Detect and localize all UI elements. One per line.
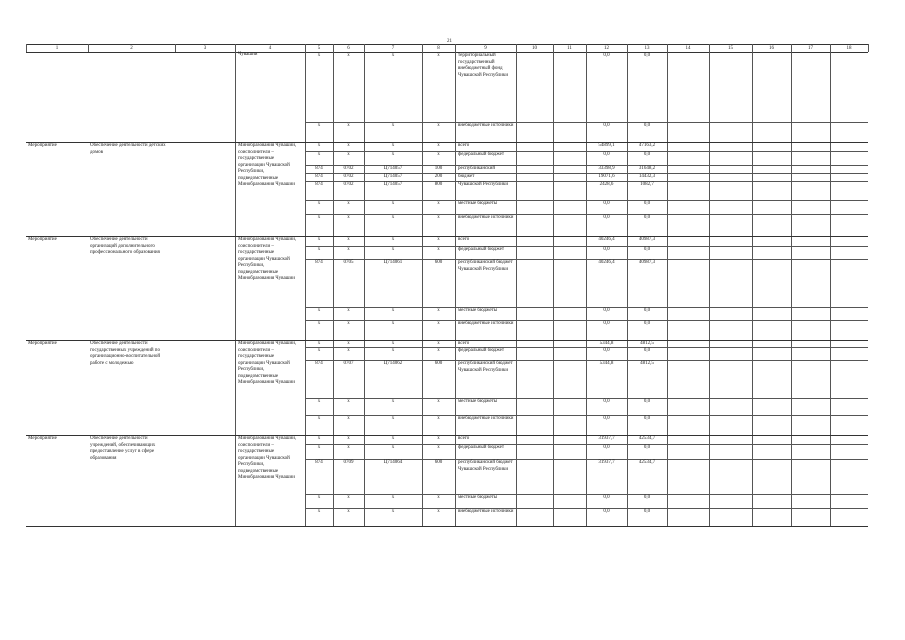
cell-c5: 874	[315, 460, 323, 465]
cell-c6: 0707	[343, 361, 354, 366]
cell-c7: x	[391, 215, 395, 220]
cell-c5: x	[317, 53, 321, 58]
cell-c7: x	[391, 201, 395, 206]
activity-name: Обеспечение деятельности государственных учреждений по организационно-воспитательной работе с молодежью	[90, 341, 161, 366]
cell-c13: 0,0	[643, 123, 651, 128]
cell-source: местные бюджеты	[458, 201, 498, 206]
executor-tail: Чувашии	[238, 52, 258, 57]
cell-c7: x	[391, 495, 395, 500]
cell-c7: x	[391, 436, 395, 441]
cell-c7: x	[391, 53, 395, 58]
header-rule	[553, 44, 554, 52]
cell-c8: x	[437, 321, 440, 326]
cell-c8: 600	[434, 361, 443, 366]
cell-c7: x	[391, 321, 395, 326]
header-cell-16: 16	[769, 46, 774, 51]
cell-c6: x	[347, 348, 350, 353]
cell-c5: x	[317, 237, 321, 242]
cell-source: Чувашской Республики	[458, 182, 509, 187]
block-rule	[26, 526, 868, 527]
cell-c6: x	[347, 399, 350, 404]
header-cell-1: 1	[55, 46, 59, 51]
cell-c5: x	[317, 308, 321, 313]
header-rule	[455, 44, 456, 52]
cell-c6: 0702	[343, 182, 354, 187]
cell-c13: 1082,7	[640, 182, 654, 187]
cell-source: республиканский бюджет Чувашской Республики	[458, 260, 513, 272]
header-cell-2: 2	[130, 46, 133, 51]
cell-c5: 874	[315, 361, 323, 366]
cell-c8: 100	[434, 166, 443, 171]
activity-type: Мероприятие	[28, 436, 57, 441]
cell-c8: x	[437, 143, 440, 148]
cell-source: федеральный бюджет	[458, 445, 505, 450]
cell-c13: 40987,3	[638, 237, 656, 242]
activity-type: Мероприятие	[28, 341, 57, 346]
activity-executor: Минобразования Чувашии, соисполнители – государственные организации Чувашской Республики, подведомственные Минобразования Чувашии	[238, 436, 297, 480]
header-rule	[586, 44, 587, 52]
column-rule	[235, 51, 236, 526]
cell-c13: 0,0	[643, 509, 651, 514]
cell-c7: Ц714061	[383, 260, 403, 265]
cell-c6: 0702	[343, 166, 354, 171]
cell-c7: x	[391, 341, 395, 346]
cell-source: внебюджетные источники	[458, 215, 514, 220]
cell-c12: 0,0	[603, 445, 610, 450]
cell-c13: 0,0	[643, 399, 651, 404]
cell-source: внебюджетные источники	[458, 321, 514, 326]
cell-c12: 0,0	[603, 308, 610, 313]
cell-c13: 0,0	[643, 53, 651, 58]
cell-c8: 600	[434, 260, 443, 265]
header-cell-10: 10	[532, 46, 537, 51]
cell-source: всего	[458, 237, 470, 242]
cell-c7: x	[391, 399, 395, 404]
cell-c6: x	[347, 123, 350, 128]
cell-c6: x	[347, 152, 350, 157]
cell-c6: 0709	[343, 460, 354, 465]
cell-c8: x	[437, 509, 440, 514]
cell-c5: 874	[315, 260, 323, 265]
cell-c8: x	[437, 348, 440, 353]
activity-name: Обеспечение деятельности детских домов	[90, 143, 166, 155]
cell-c12: 54899,1	[598, 143, 615, 148]
cell-c6: x	[347, 509, 350, 514]
cell-source: внебюджетные источники	[458, 509, 514, 514]
cell-c7: x	[391, 247, 395, 252]
cell-c5: x	[317, 123, 321, 128]
cell-c8: x	[437, 123, 440, 128]
cell-c5: x	[317, 436, 321, 441]
cell-c8: x	[437, 201, 440, 206]
cell-source: федеральный бюджет	[458, 247, 505, 252]
cell-c13: 0,0	[643, 445, 651, 450]
cell-c7: x	[391, 348, 395, 353]
cell-c5: x	[317, 416, 321, 421]
cell-c5: x	[317, 509, 321, 514]
cell-c5: x	[317, 321, 321, 326]
header-rule	[752, 44, 753, 52]
cell-c7: Ц714057	[383, 174, 403, 179]
activity-executor: Минобразования Чувашии, соисполнители – государственные организации Чувашской Республики, подведомственные Минобразования Чувашии	[238, 143, 297, 187]
cell-c7: x	[391, 416, 395, 421]
cell-c12: 0,0	[603, 215, 610, 220]
cell-c6: 0702	[343, 174, 354, 179]
cell-c7: x	[391, 445, 395, 450]
cell-c12: 0,0	[603, 348, 610, 353]
cell-c5: 874	[315, 174, 323, 179]
cell-c5: x	[317, 495, 321, 500]
cell-c12: 31937,7	[598, 436, 615, 441]
cell-c13: 47163,2	[638, 143, 656, 148]
cell-c13: 0,0	[643, 348, 651, 353]
header-cell-6: 6	[347, 46, 350, 51]
header-cell-5: 5	[317, 46, 321, 51]
cell-source: всего	[458, 436, 470, 441]
cell-c12: 0,0	[603, 152, 610, 157]
cell-source: федеральный бюджет	[458, 348, 505, 353]
cell-source: всего	[458, 143, 470, 148]
cell-c8: 800	[434, 182, 443, 187]
header-rule	[830, 44, 831, 52]
cell-source: бюджет	[458, 174, 475, 179]
cell-source: республиканский бюджет Чувашской Республики	[458, 460, 513, 472]
activity-name: Обеспечение деятельности учреждений, обеспечивающих предоставление услуг в сфере образования	[90, 436, 156, 461]
cell-c7: Ц714064	[383, 460, 403, 465]
cell-c5: x	[317, 247, 321, 252]
cell-c5: x	[317, 348, 321, 353]
cell-c8: 200	[434, 174, 443, 179]
header-cell-8: 8	[437, 46, 440, 51]
cell-c8: x	[437, 436, 440, 441]
cell-source: республиканский	[458, 166, 496, 171]
header-rule	[709, 44, 710, 52]
cell-c7: x	[391, 509, 395, 514]
cell-c13: 0,0	[643, 495, 651, 500]
cell-source: федеральный бюджет	[458, 152, 505, 157]
cell-c6: x	[347, 308, 350, 313]
header-rule	[175, 44, 176, 52]
cell-c6: x	[347, 341, 350, 346]
header-rule	[422, 44, 423, 52]
cell-c6: x	[347, 143, 350, 148]
cell-c12: 0,0	[603, 123, 610, 128]
cell-c8: x	[437, 416, 440, 421]
cell-c12: 31937,7	[598, 460, 615, 465]
cell-c8: x	[437, 399, 440, 404]
cell-c12: 0,0	[603, 247, 610, 252]
cell-c7: x	[391, 143, 395, 148]
cell-source: местные бюджеты	[458, 308, 498, 313]
cell-c13: 42534,7	[638, 436, 656, 441]
table-header	[26, 44, 868, 53]
cell-c5: x	[317, 201, 321, 206]
header-cell-11: 11	[567, 46, 572, 51]
cell-source: всего	[458, 341, 470, 346]
cell-c6: x	[347, 237, 350, 242]
cell-c8: x	[437, 53, 440, 58]
cell-c12: 0,0	[603, 53, 610, 58]
cell-c13: 4812,5	[640, 341, 654, 346]
cell-source: внебюджетные источники	[458, 416, 514, 421]
cell-c12: 19071,6	[598, 174, 615, 179]
cell-c12: 0,0	[603, 399, 610, 404]
cell-c12: 0,0	[603, 201, 610, 206]
cell-c12: 2428,6	[599, 182, 614, 187]
cell-source: территориальный государственный внебюджетный фонд Чувашской Республики	[458, 53, 509, 78]
cell-c8: x	[437, 445, 440, 450]
page-number: 21	[447, 39, 452, 44]
cell-c12: 5344,8	[599, 341, 614, 346]
header-rule	[868, 44, 869, 52]
activity-type: Мероприятие	[28, 237, 57, 242]
header-cell-7: 7	[391, 46, 395, 51]
header-rule	[627, 44, 628, 52]
cell-c5: x	[317, 399, 321, 404]
cell-c12: 33398,9	[598, 166, 615, 171]
header-cell-14: 14	[685, 46, 691, 51]
cell-c13: 4812,5	[640, 361, 654, 366]
header-rule	[333, 44, 334, 52]
header-cell-18: 18	[846, 46, 852, 51]
cell-c7: Ц714057	[383, 166, 403, 171]
cell-c5: x	[317, 341, 321, 346]
header-cell-15: 15	[728, 46, 733, 51]
cell-c8: x	[437, 247, 440, 252]
cell-c13: 42534,7	[638, 460, 656, 465]
cell-c6: x	[347, 436, 350, 441]
cell-c6: x	[347, 416, 350, 421]
cell-source: местные бюджеты	[458, 399, 498, 404]
header-cell-4: 4	[268, 46, 272, 51]
cell-c12: 0,0	[603, 416, 610, 421]
cell-c12: 40246,4	[598, 260, 615, 265]
cell-c13: 0,0	[643, 152, 651, 157]
cell-c12: 0,0	[603, 495, 610, 500]
cell-c7: Ц714062	[383, 361, 403, 366]
header-rule	[235, 44, 236, 52]
cell-c8: x	[437, 495, 440, 500]
cell-c8: x	[437, 308, 440, 313]
cell-c5: x	[317, 152, 321, 157]
cell-c6: x	[347, 321, 350, 326]
cell-c8: x	[437, 152, 440, 157]
activity-type: Мероприятие	[28, 143, 57, 148]
cell-c8: x	[437, 341, 440, 346]
cell-c12: 5344,8	[599, 361, 614, 366]
cell-source: местные бюджеты	[458, 495, 498, 500]
cell-c13: 14432,3	[638, 174, 656, 179]
cell-c6: x	[347, 53, 350, 58]
cell-c5: x	[317, 215, 321, 220]
activity-executor: Минобразования Чувашии, соисполнители – государственные организации Чувашской Республики, подведомственные Минобразования Чувашии	[238, 237, 297, 281]
cell-c5: 874	[315, 166, 323, 171]
cell-c13: 0,0	[643, 215, 651, 220]
cell-c13: 31648,2	[638, 166, 656, 171]
cell-c6: x	[347, 215, 350, 220]
cell-c5: x	[317, 143, 321, 148]
header-rule	[88, 44, 89, 52]
header-cell-3: 3	[203, 46, 207, 51]
cell-c5: 874	[315, 182, 323, 187]
cell-c13: 0,0	[643, 247, 651, 252]
header-rule	[667, 44, 668, 52]
header-rule	[364, 44, 365, 52]
cell-c6: x	[347, 495, 350, 500]
cell-c5: x	[317, 445, 321, 450]
cell-c13: 0,0	[643, 321, 651, 326]
cell-c12: 0,0	[603, 509, 610, 514]
header-rule	[791, 44, 792, 52]
cell-c12: 40246,4	[598, 237, 615, 242]
cell-c6: 0705	[343, 260, 354, 265]
activity-executor: Минобразования Чувашии, соисполнители – государственные организации Чувашской Республики, подведомственные Минобразования Чувашии	[238, 341, 297, 385]
cell-c7: x	[391, 152, 395, 157]
header-rule	[26, 44, 27, 52]
cell-source: республиканский бюджет Чувашской Республики	[458, 361, 513, 373]
cell-c8: x	[437, 237, 440, 242]
cell-c8: x	[437, 215, 440, 220]
header-cell-13: 13	[644, 46, 650, 51]
activity-name: Обеспечение деятельности организаций дополнительного профессионального образования	[90, 237, 160, 255]
cell-c13: 40987,3	[638, 260, 656, 265]
cell-c7: x	[391, 237, 395, 242]
header-cell-17: 17	[808, 46, 813, 51]
header-rule	[516, 44, 517, 52]
cell-c6: x	[347, 247, 350, 252]
cell-c13: 0,0	[643, 416, 651, 421]
header-rule	[305, 44, 306, 52]
cell-c13: 0,0	[643, 201, 651, 206]
cell-c8: 600	[434, 460, 443, 465]
header-cell-9: 9	[484, 46, 487, 51]
cell-source: внебюджетные источники	[458, 123, 514, 128]
cell-c7: x	[391, 123, 395, 128]
cell-c12: 0,0	[603, 321, 610, 326]
cell-c6: x	[347, 445, 350, 450]
cell-c7: x	[391, 308, 395, 313]
header-cell-12: 12	[604, 46, 609, 51]
cell-c6: x	[347, 201, 350, 206]
cell-c13: 0,0	[643, 308, 651, 313]
cell-c7: Ц714057	[383, 182, 403, 187]
